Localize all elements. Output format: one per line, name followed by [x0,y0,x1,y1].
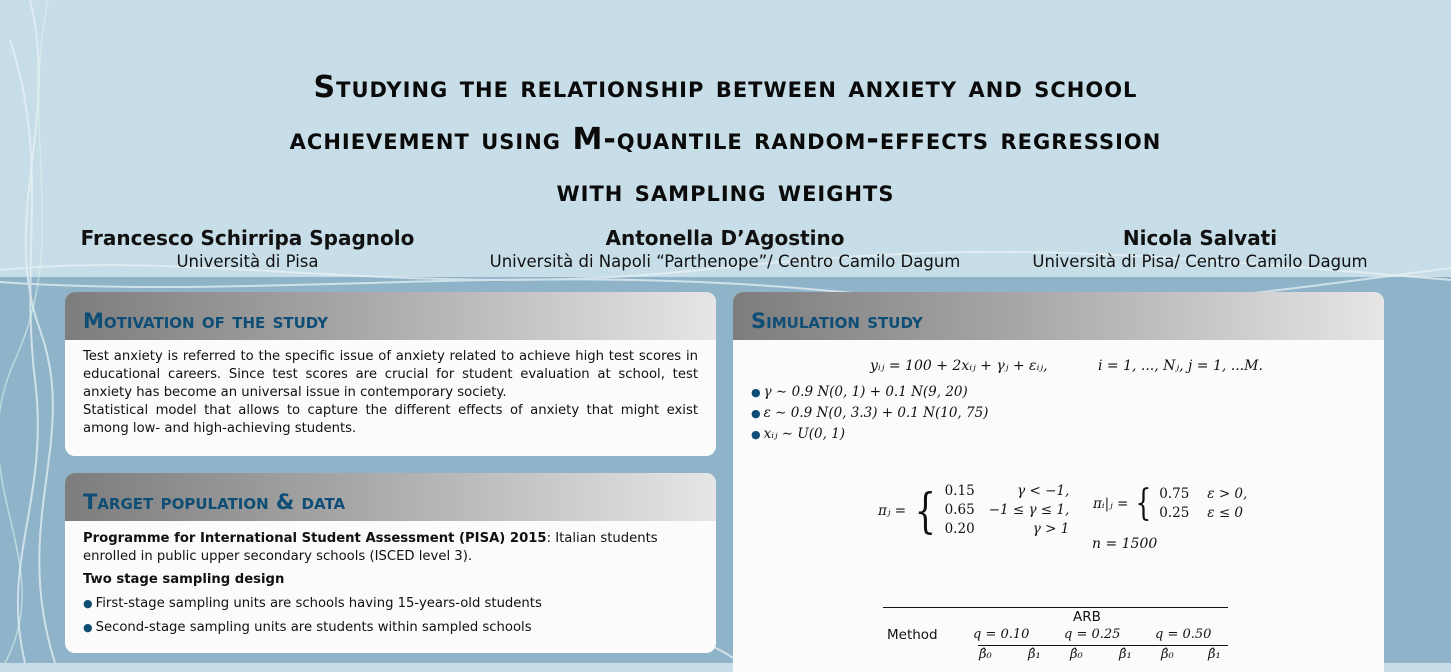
model-formula: yᵢⱼ = 100 + 2xᵢⱼ + γⱼ + εᵢⱼ, [870,358,1048,374]
pi-j-label: πⱼ = [878,502,907,519]
title-line-1: Studying the relationship between anxiety and school [313,70,1138,105]
bullet-icon: ● [751,428,761,441]
coef-header: β̂₁ [1208,647,1221,662]
motivation-text-1: Test anxiety is referred to the specific issue of anxiety related to achieve high test scores in educational careers. Since test scores are crucial for student evaluation at school, test anxiety has become an universal issue in contemporary society. [83,349,698,400]
arb-header: ARB [1073,609,1101,625]
distribution-list [751,384,988,447]
author-3 [1005,226,1395,271]
sample-size: n = 1500 [1092,536,1158,552]
bullet-icon: ● [751,386,761,399]
list-item [751,405,988,421]
list-item [751,426,988,442]
pi-ij-label: πᵢ|ⱼ = [1093,496,1129,512]
program-name: Programme for International Student Assessment (PISA) 2015 [83,531,547,546]
model-equation [870,358,1263,374]
quantile-header: q = 0.10 [973,627,1030,642]
author-2-affiliation: Università di Napoli “Parthenope”/ Centro Camilo Dagum [489,252,961,271]
author-3-name: Nicola Salvati [1122,226,1278,250]
author-1-affiliation: Università di Pisa [176,252,319,271]
list-item-text: ε ∼ 0.9 N(0, 3.3) + 0.1 N(10, 75) [763,405,989,421]
bullet-icon: ● [751,407,761,420]
pi-ij-value: 0.25 [1159,505,1190,521]
target-body [65,521,716,637]
table-row [883,646,1228,665]
pi-j-conditions [989,482,1070,539]
bullet-icon: ● [83,597,93,610]
author-1 [60,226,435,271]
motivation-text-2: Statistical model that allows to capture the different effects of anxiety that might exist among low- and high-achieving students. [83,403,698,436]
arb-table [883,607,1228,665]
pi-j-value: 0.20 [944,521,975,537]
model-indices: i = 1, ..., Nⱼ, j = 1, ...M. [1097,358,1263,374]
author-1-name: Francesco Schirripa Spagnolo [80,226,415,250]
poster-title [0,62,1451,218]
pi-j-condition: γ < −1, [1017,483,1070,499]
target-box [65,473,716,653]
table-row [883,626,1228,645]
title-line-2: achievement using M-quantile random-effects regression [289,122,1162,157]
pi-j-value: 0.65 [944,502,975,518]
pi-j-value: 0.15 [944,483,975,499]
program-detail: : Italian students enrolled in public upper secondary schools (ISCED level 3). [83,531,658,564]
list-item-text: Second-stage sampling units are students within sampled schools [95,620,532,635]
list-item [83,619,698,637]
coef-header: β̂₀ [1070,647,1083,662]
simulation-heading: Simulation study [733,292,1384,340]
method-header: Method [887,627,938,643]
motivation-heading: Motivation of the study [65,292,716,340]
coef-header: β̂₁ [1028,647,1041,662]
coef-header: β̂₀ [1161,647,1174,662]
author-2 [455,226,995,271]
pi-ij-condition: ε > 0, [1207,486,1248,502]
coef-header: β̂₁ [1119,647,1132,662]
list-item-text: First-stage sampling units are schools having 15-years-old students [95,596,542,611]
pi-j-values [945,482,975,539]
pi-ij-value: 0.75 [1159,486,1190,502]
list-item [751,384,988,400]
pi-j-definition [878,482,1069,539]
motivation-body [65,340,716,438]
quantile-header: q = 0.25 [1064,627,1121,642]
bullet-icon: ● [83,621,93,634]
table-row [883,608,1228,626]
pi-j-condition: γ > 1 [1032,521,1070,537]
brace-icon: { [1135,483,1152,524]
simulation-box [733,292,1384,672]
pi-ij-condition: ε ≤ 0 [1207,505,1244,521]
pi-ij-conditions [1207,485,1247,523]
list-item-text: xᵢⱼ ∼ U(0, 1) [763,426,846,442]
list-item [83,595,698,613]
title-line-3: with sampling weights [556,174,895,209]
brace-icon: { [914,482,937,539]
target-heading: Target population & data [65,473,716,521]
motivation-box [65,292,716,456]
author-3-affiliation: Università di Pisa/ Centro Camilo Dagum [1032,252,1368,271]
quantile-header: q = 0.50 [1155,627,1212,642]
pi-j-condition: −1 ≤ γ ≤ 1, [988,502,1070,518]
coef-header: β̂₀ [979,647,992,662]
design-list [83,595,698,637]
pi-ij-values [1159,485,1189,523]
program-description [83,530,698,566]
design-heading: Two stage sampling design [83,572,285,587]
pi-ij-definition [1093,485,1247,523]
list-item-text: γ ∼ 0.9 N(0, 1) + 0.1 N(9, 20) [763,384,968,400]
author-2-name: Antonella D’Agostino [605,226,845,250]
